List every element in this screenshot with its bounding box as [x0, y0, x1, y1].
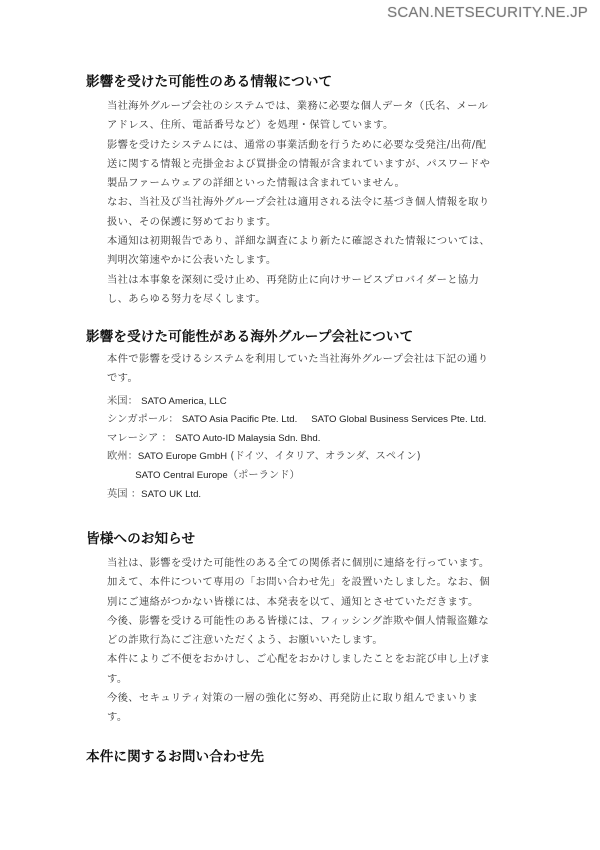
company-name: SATO Europe GmbH [137, 451, 228, 463]
body-line: 当社は本事象を深刻に受け止め、再発防止に向けサービスプロバイダーと協力 [107, 273, 480, 286]
company-row-uk [107, 485, 526, 504]
company-country: 米国： [107, 394, 138, 407]
company-country: マレーシア ： [107, 431, 172, 444]
body-line: 本通知は初期報告であり、詳細な調査により新たに確認された情報については、 [107, 235, 491, 248]
section-heading: 影響を受けた可能性がある海外グループ会社について [86, 329, 414, 345]
company-name: SATO UK Ltd. [141, 488, 202, 500]
body-line: 別にご連絡がつかない皆様には、本発表を以て、通知とさせていただきます。 [107, 595, 479, 608]
company-row-central-europe [107, 466, 526, 485]
body-line: 本件で影響を受けるシステムを利用していた当社海外グループ会社は下記の通り [107, 353, 489, 365]
section-body [107, 350, 526, 503]
company-name: SATO Central Europe [135, 469, 228, 481]
body-line: す。 [107, 672, 128, 685]
section-heading: 影響を受けた可能性のある情報について [86, 74, 333, 90]
section-heading: 本件に関するお問い合わせ先 [86, 749, 265, 765]
company-note: (ドイツ、イタリア、オランダ、スペイン) [230, 450, 421, 463]
company-note: （ポーランド） [227, 468, 300, 481]
body-line: 当社は、影響を受けた可能性のある全ての関係者に個別に連絡を行っています。 [107, 557, 490, 569]
section-body [107, 97, 526, 309]
company-name: SATO Global Business Services Pte. Ltd. [311, 414, 487, 426]
body-line: アドレス、住所、電話番号など）を処理・保管しています。 [107, 119, 394, 132]
company-name: SATO America, LLC [141, 395, 227, 407]
company-country: 欧州： [107, 450, 138, 463]
body-line: どの詐欺行為にご注意いただくよう、お願いいたします。 [107, 634, 383, 647]
body-line: 判明次第速やかに公表いたします。 [107, 254, 277, 267]
company-country: シンガポール： [107, 413, 179, 426]
section-affected-companies [86, 327, 526, 503]
body-line: す。 [107, 711, 128, 724]
body-line: 送に関する情報と売掛金および買掛金の情報が含まれていますが、パスワードや [107, 157, 491, 170]
body-line: し、あらゆる努力を尽くします。 [107, 292, 266, 305]
company-country: 英国 ： [107, 487, 142, 500]
body-line: 影響を受けたシステムには、通常の事業活動を行うために必要な受発注/出荷/配 [107, 138, 487, 151]
body-line: 今後、影響を受ける可能性のある皆様には、フィッシング詐欺や個人情報盗難な [107, 614, 489, 627]
company-row-europe [107, 447, 526, 466]
section-notice-to-customers [86, 529, 526, 728]
body-line: 当社海外グループ会社のシステムでは、業務に必要な個人データ（氏名、メール [107, 100, 489, 112]
body-line: 製品ファームウェアの詳細といった情報は含まれていません。 [107, 177, 406, 190]
body-line: 扱い、その保護に努めております。 [107, 215, 277, 228]
body-line: です。 [107, 372, 139, 385]
body-line: 今後、セキュリティ対策の一層の強化に努め、再発防止に取り組んでまいりま [107, 692, 479, 705]
body-line: 加えて、本件について専用の「お問い合わせ先」を設置いたしました。なお、個 [107, 576, 490, 589]
section-body [107, 554, 526, 728]
site-watermark: SCAN.NETSECURITY.NE.JP [387, 4, 588, 21]
section-contact [86, 747, 526, 767]
company-name: SATO Asia Pacific Pte. Ltd. [181, 414, 298, 426]
body-line: 本件によりご不便をおかけし、ご心配をおかけしましたことをお詫び申し上げま [107, 653, 491, 666]
company-name: SATO Auto-ID Malaysia Sdn. Bhd. [175, 432, 321, 444]
section-heading: 皆様へのお知らせ [86, 531, 196, 547]
company-row-singapore [107, 410, 526, 429]
company-row-us [107, 392, 526, 411]
section-affected-information [86, 72, 526, 309]
body-line: なお、当社及び当社海外グループ会社は適用される法令に基づき個人情報を取り [107, 196, 490, 209]
company-row-malaysia [107, 429, 526, 448]
